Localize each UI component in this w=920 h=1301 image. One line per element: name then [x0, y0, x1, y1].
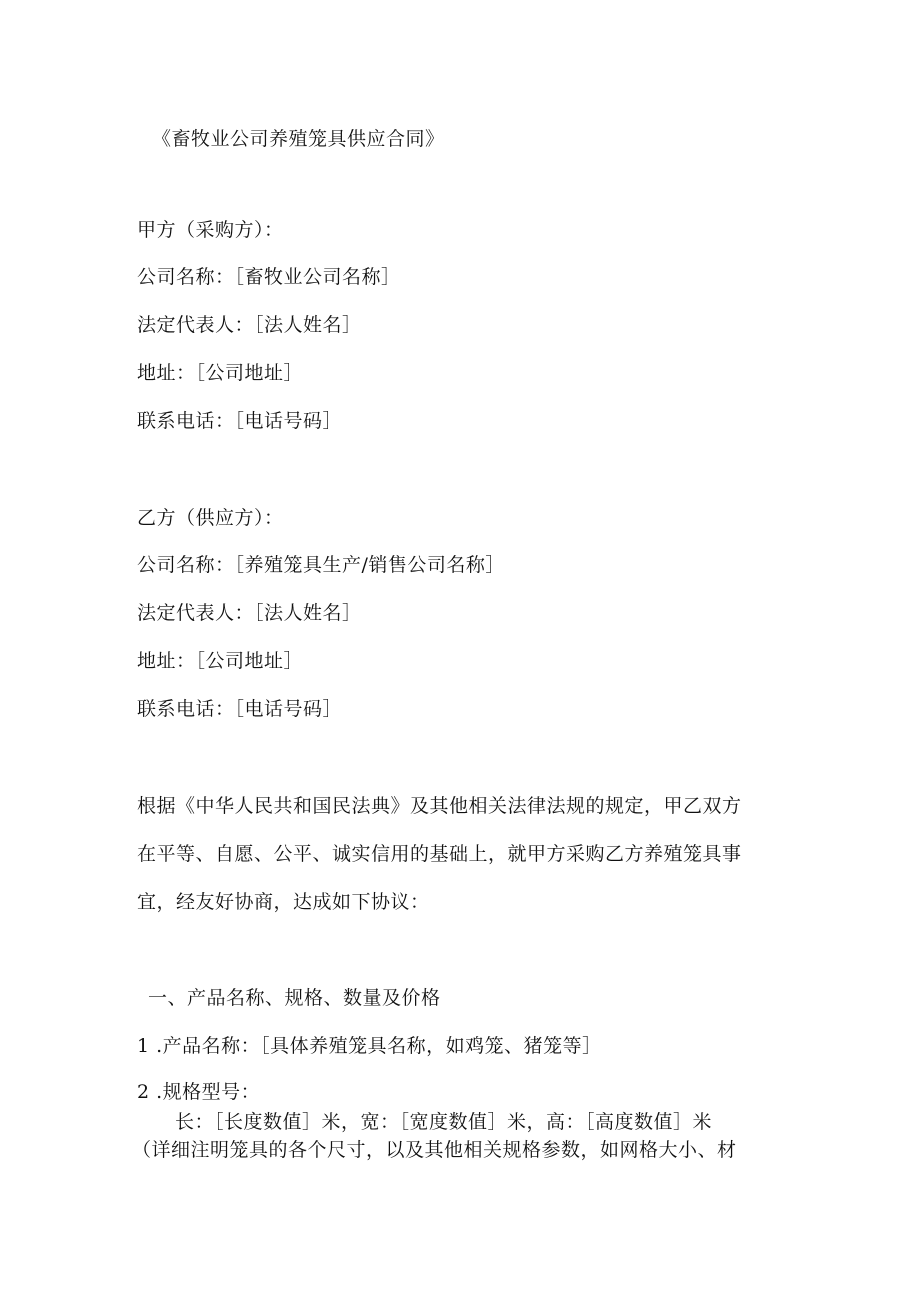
intro-paragraph-line: 在平等、自愿、公平、诚实信用的基础上，就甲方采购乙方养殖笼具事 — [137, 843, 742, 865]
party-b-legal-rep: 法定代表人：［法人姓名］ — [137, 602, 362, 624]
party-b-phone: 联系电话：［电话号码］ — [137, 698, 343, 720]
spec-note-line: （详细注明笼具的各个尺寸，以及其他相关规格参数，如网格大小、材 — [132, 1139, 737, 1161]
intro-paragraph-line: 根据《中华人民共和国民法典》及其他相关法律法规的规定，甲乙双方 — [137, 795, 742, 817]
section-1-heading: 一、产品名称、规格、数量及价格 — [148, 987, 441, 1009]
party-b-heading: 乙方（供应方）： — [137, 507, 284, 529]
contract-title: 《畜牧业公司养殖笼具供应合同》 — [152, 128, 445, 150]
party-a-legal-rep: 法定代表人：［法人姓名］ — [137, 314, 362, 336]
party-a-phone: 联系电话：［电话号码］ — [137, 410, 343, 432]
party-a-address: 地址：［公司地址］ — [137, 362, 304, 384]
section-1-item-spec-model: 2 .规格型号： — [137, 1081, 261, 1103]
party-b-address: 地址：［公司地址］ — [137, 650, 304, 672]
party-a-heading: 甲方（采购方）： — [137, 219, 284, 241]
intro-paragraph-line: 宜，经友好协商，达成如下协议： — [137, 891, 430, 913]
section-1-item-product-name: 1 .产品名称：［具体养殖笼具名称，如鸡笼、猪笼等］ — [137, 1035, 602, 1057]
party-b-company: 公司名称：［养殖笼具生产/销售公司名称］ — [137, 554, 505, 576]
spec-dimensions-line: 长：［长度数值］米，宽：［宽度数值］米，高：［高度数值］米 — [175, 1111, 713, 1133]
party-a-company: 公司名称：［畜牧业公司名称］ — [137, 266, 401, 288]
